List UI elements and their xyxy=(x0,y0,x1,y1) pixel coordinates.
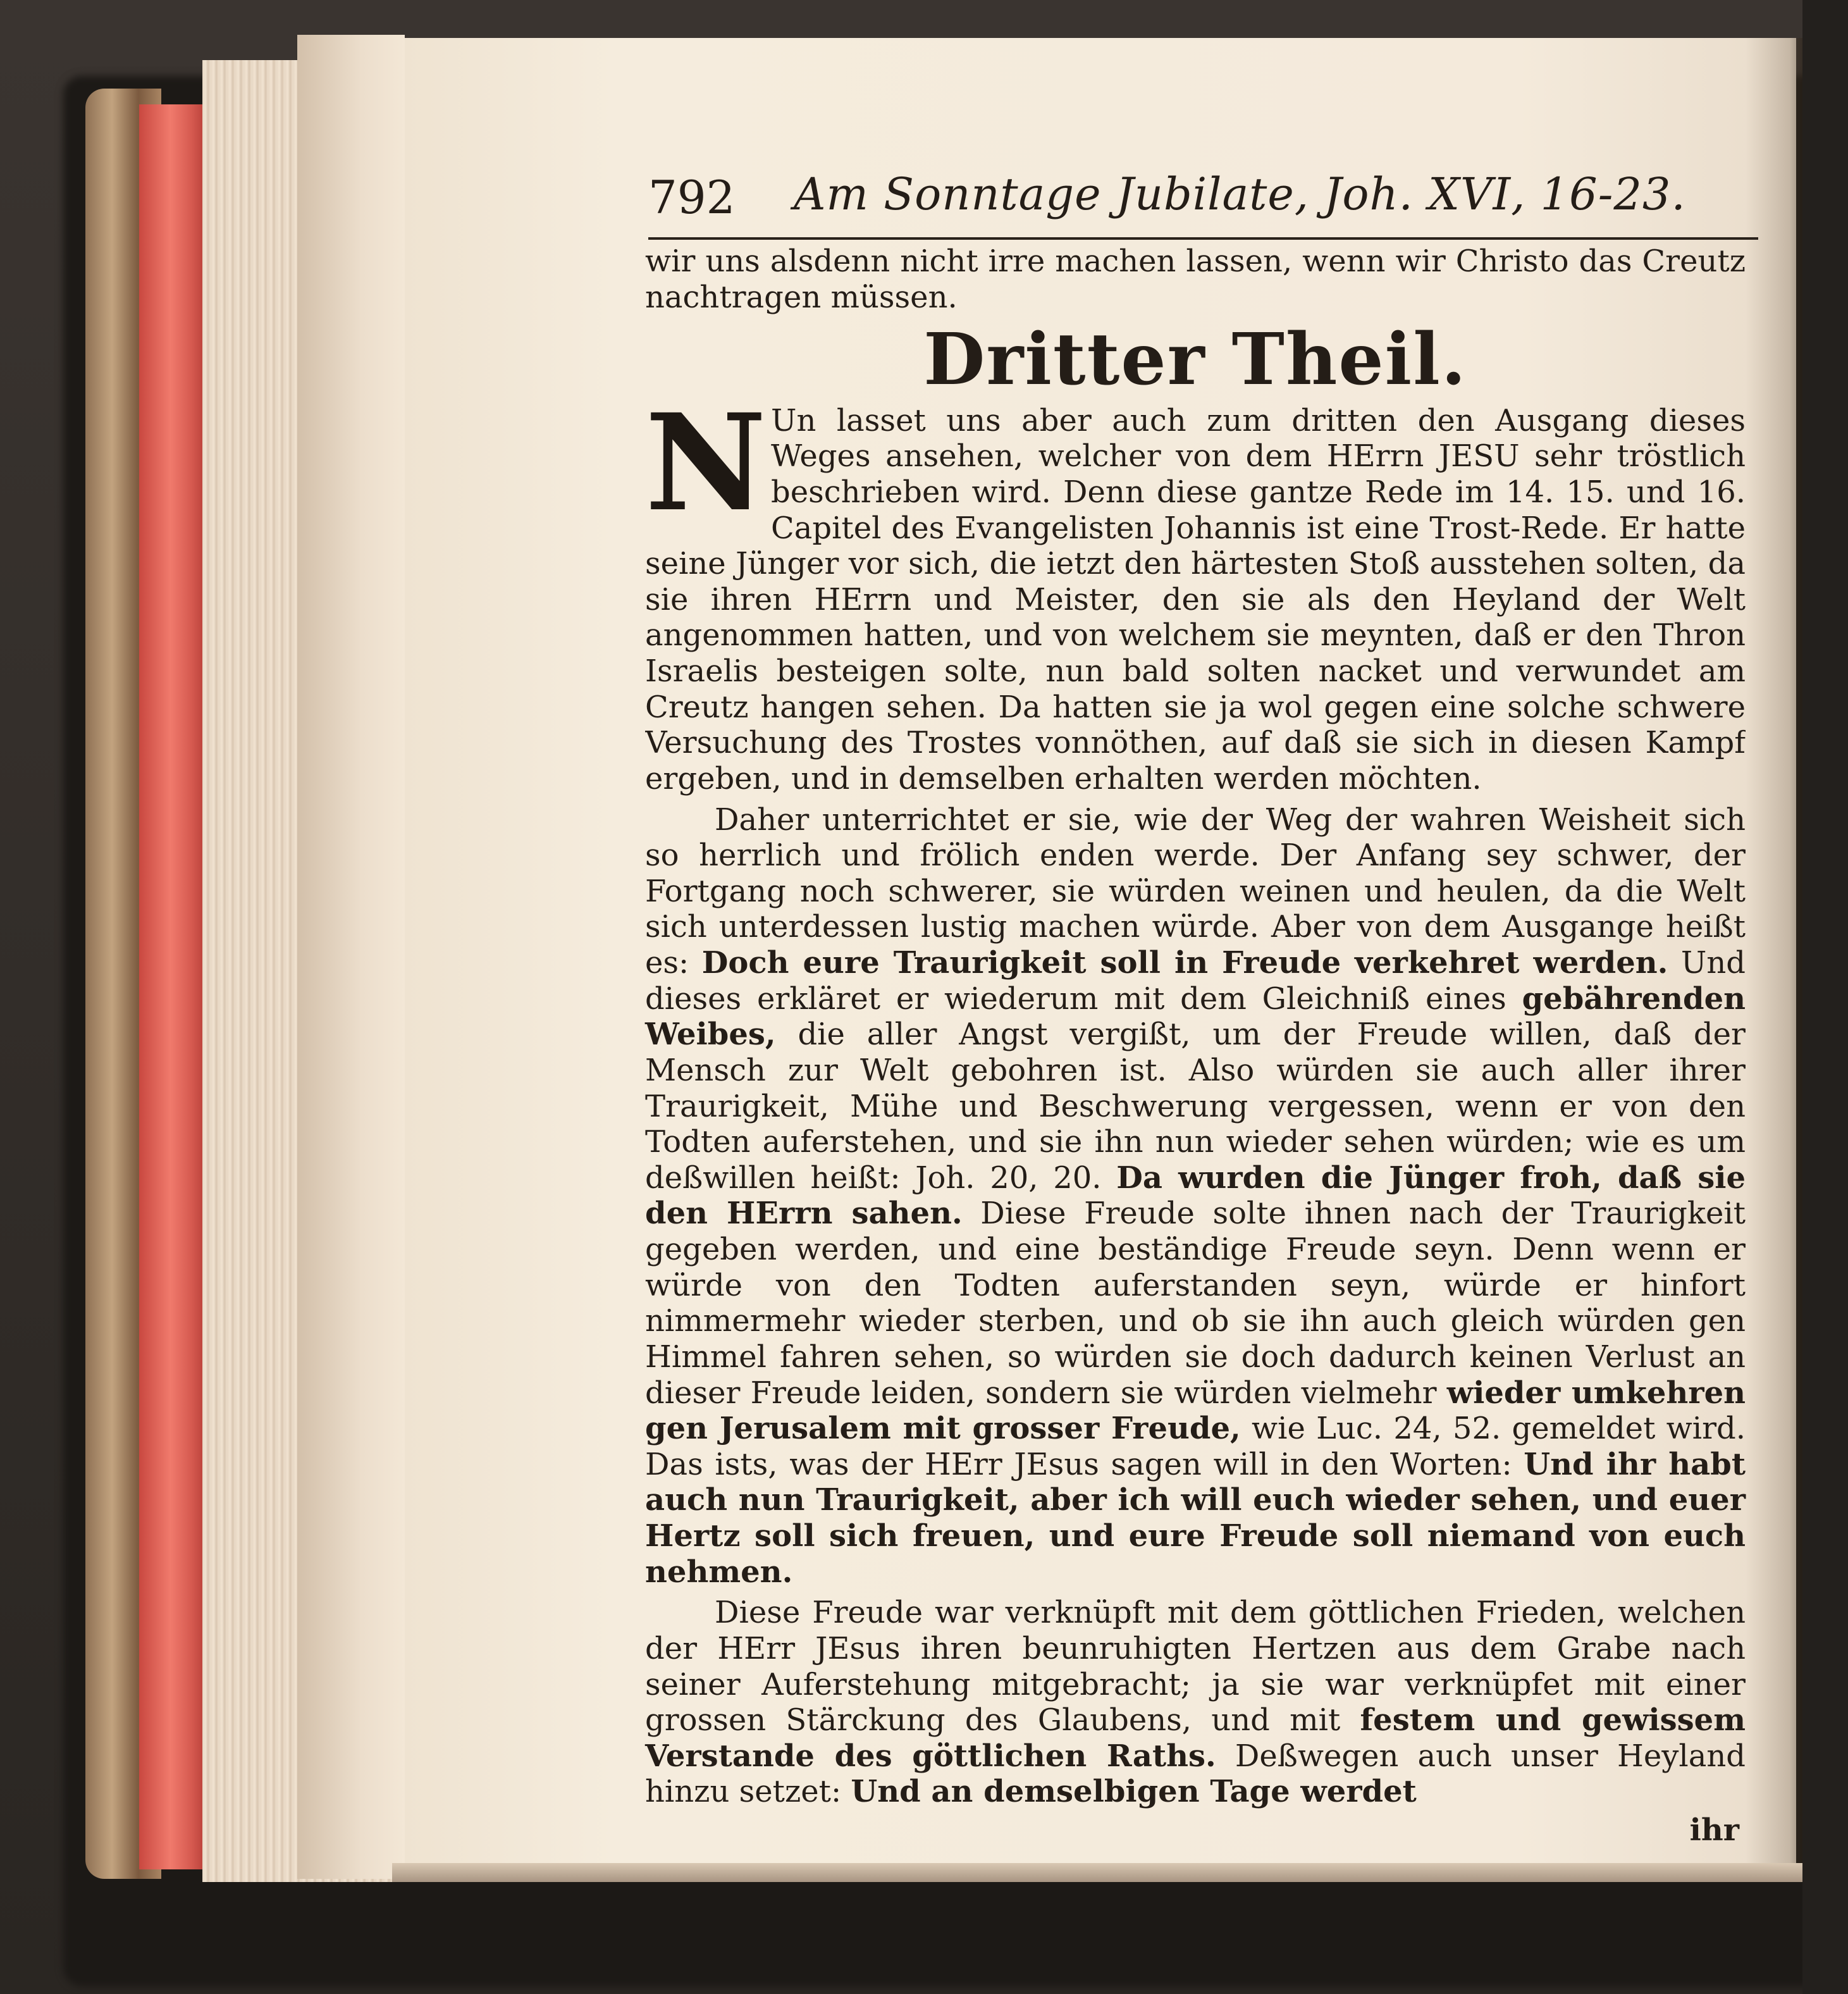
paragraph-1 xyxy=(645,403,1746,797)
quote-bold: wieder umkehren gen Jerusalem mit grosser Freude, xyxy=(645,1375,1746,1447)
page-bottom-edge xyxy=(392,1863,1809,1882)
right-dark-strip xyxy=(1802,0,1848,1994)
header-rule xyxy=(648,237,1758,240)
paragraph-2-part: wie Luc. 24, 52. gemeldet wird. Das ists, was der HErr JEsus sagen will in den Worten: xyxy=(645,1411,1746,1482)
paragraph-3 xyxy=(645,1595,1746,1810)
quote-bold: Und ihr habt auch nun Traurigkeit, aber ich will euch wieder sehen, und euer Hertz soll sich freuen, und eure Freude soll niemand von euch nehmen. xyxy=(645,1446,1746,1590)
quote-bold: festem und gewissem Verstande des göttlichen Raths. xyxy=(645,1702,1746,1774)
paragraph-2-part: die aller Angst vergißt, um der Freude willen, daß der Mensch zur Welt gebohren ist. Also würden sie auch aller ihrer Traurigkeit, Mühe und Beschwerung vergessen, wenn er von den Todten auferstehen, und sie ihn nun wieder sehen würden; wie es um deßwillen heißt: Joh. 20, 20. xyxy=(645,1017,1746,1196)
quote-bold: Und an demselbigen Tage werdet xyxy=(851,1774,1417,1810)
running-title: Am Sonntage Jubilate, Joh. XVI, 16-23. xyxy=(794,168,1686,220)
quote-bold: Da wurden die Jünger froh, daß sie den HErrn sahen. xyxy=(645,1160,1746,1232)
paragraph-2-part: Diese Freude solte ihnen nach der Traurigkeit gegeben werden, und eine beständige Freude seyn. Denn wenn er würde von den Todten auferstanden seyn, würde er hinfort nimmermehr wieder sterben, und ob sie ihn auch gleich würden gen Himmel fahren sehen, so würden sie doch dadurch keinen Verlust an dieser Freude leiden, sondern sie würden vielmehr xyxy=(645,1196,1746,1411)
section-heading: Dritter Theil. xyxy=(923,318,1467,402)
page-header xyxy=(648,168,1723,240)
paragraph-2-part: Daher unterrichtet er sie, wie der Weg der wahren Weisheit sich so herrlich und frölich enden werde. Der Anfang sey schwer, der Fortgang noch schwerer, sie würden weinen und heulen, da die Welt sich unterdessen lustig machen würde. Aber von dem Ausgange heißt es: xyxy=(645,802,1746,981)
paragraph-3-part: Deßwegen auch unser Heyland hinzu setzet: xyxy=(645,1738,1746,1810)
lead-continuation: wir uns alsdenn nicht irre machen lassen, wenn wir Christo das Creutz nachtragen müssen. xyxy=(645,244,1746,315)
paragraph-1-text: Un lasset uns aber auch zum dritten den Ausgang dieses Weges ansehen, welcher von dem HErrn JESU sehr tröstlich beschrieben wird. Denn diese gantze Rede im 14. 15. und 16. Capitel des Evangelisten Johannis ist eine Trost-Rede. Er hatte seine Jünger vor sich, die ietzt den härtesten Stoß ausstehen solten, da sie ihren HErrn und Meister, den sie als den Heyland der Welt angenommen hatten, und von welchem sie meynten, daß er den Thron Israelis besteigen solte, nun bald solten nacket und verwundet am Creutz hangen sehen. Da hatten sie ja wol gegen eine solche schwere Versuchung des Trostes vonnöthen, auf daß sie sich in diesen Kampf ergeben, und in demselben erhalten werden möchten. xyxy=(645,402,1746,796)
paragraph-2-part: Und dieses erkläret er wiederum mit dem Gleichniß eines xyxy=(645,945,1746,1017)
red-page-edge xyxy=(139,104,209,1869)
paragraph-2 xyxy=(645,802,1746,1590)
quote-bold: Doch eure Traurigkeit soll in Freude verkehret werden. xyxy=(701,945,1668,981)
body-text xyxy=(645,244,1746,1848)
quote-bold: gebährenden Weibes, xyxy=(645,981,1746,1053)
paragraph-3-part: Diese Freude war verknüpft mit dem göttlichen Frieden, welchen der HErr JEsus ihren beunruhigten Hertzen aus dem Grabe nach seiner Auferstehung mitgebracht; ja sie war verknüpfet mit einer grossen Stärckung des Glaubens, und mit xyxy=(645,1595,1746,1738)
page-fold xyxy=(297,35,405,1879)
drop-cap: N xyxy=(645,402,767,541)
page-gutter xyxy=(1746,38,1809,1866)
page-number: 792 xyxy=(648,171,736,224)
catchword: ihr xyxy=(1689,1812,1739,1848)
